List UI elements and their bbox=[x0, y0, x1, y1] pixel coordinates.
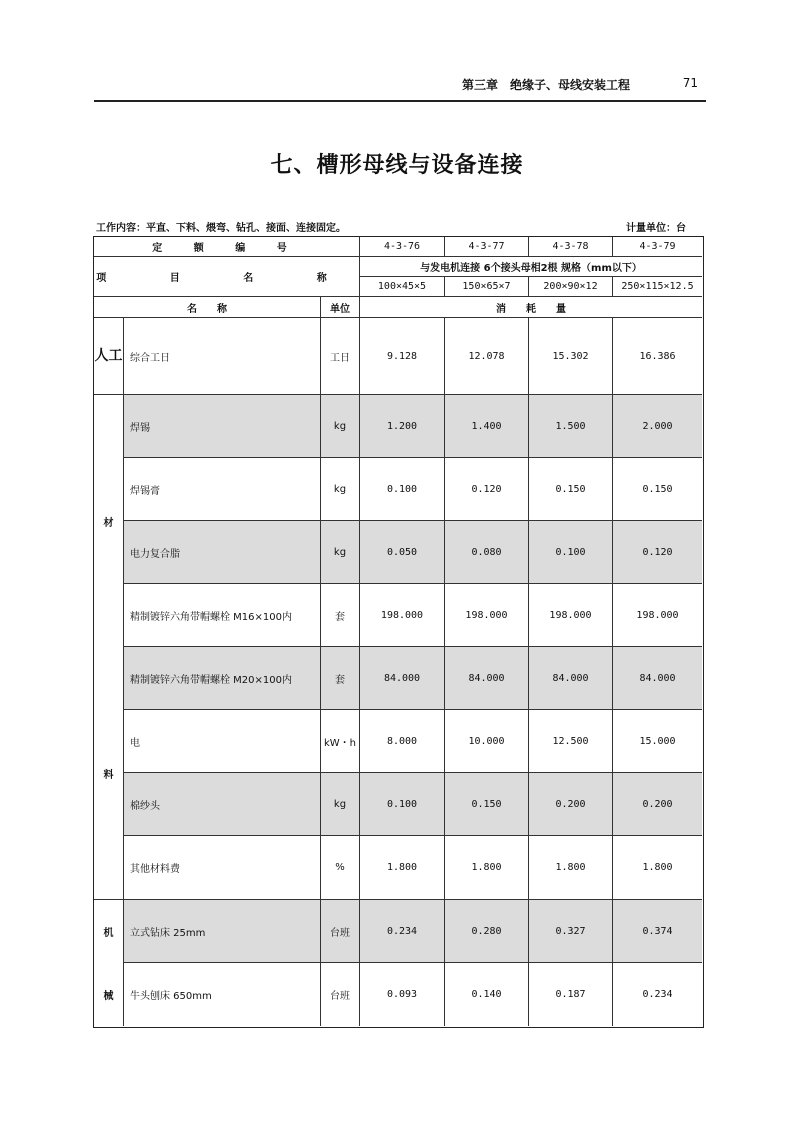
row-name: 其他材料费 bbox=[124, 836, 321, 900]
consumption-header: 消 耗 量 bbox=[360, 297, 702, 318]
row-value: 0.120 bbox=[445, 458, 529, 521]
group-machine-char-2: 械 bbox=[103, 991, 114, 1002]
row-unit: 套 bbox=[321, 584, 360, 647]
row-value: 0.140 bbox=[445, 963, 529, 1026]
code-cell: 4-3-78 bbox=[529, 237, 613, 257]
row-value: 0.100 bbox=[529, 521, 613, 584]
row-value: 1.800 bbox=[445, 836, 529, 900]
measurement-unit: 计量单位：台 bbox=[626, 223, 686, 234]
row-value: 198.000 bbox=[613, 584, 702, 647]
row-value: 0.093 bbox=[360, 963, 445, 1026]
item-name-label: 项 目 名 称 bbox=[94, 257, 360, 297]
row-value: 0.150 bbox=[613, 458, 702, 521]
row-value: 9.128 bbox=[360, 318, 445, 395]
row-name: 电力复合脂 bbox=[124, 521, 321, 584]
row-value: 0.100 bbox=[360, 458, 445, 521]
running-header bbox=[94, 74, 704, 94]
row-value: 16.386 bbox=[613, 318, 702, 395]
row-value: 15.302 bbox=[529, 318, 613, 395]
code-cell: 4-3-77 bbox=[445, 237, 529, 257]
row-value: 198.000 bbox=[360, 584, 445, 647]
quota-code-label: 定 额 编 号 bbox=[94, 237, 360, 257]
row-name: 棉纱头 bbox=[124, 773, 321, 836]
row-value: 1.400 bbox=[445, 395, 529, 458]
work-content: 工作内容：平直、下料、煨弯、钻孔、接面、连接固定。 bbox=[96, 223, 346, 234]
row-unit: kg bbox=[321, 458, 360, 521]
section-title: 七、槽形母线与设备连接 bbox=[270, 153, 524, 178]
row-value: 1.800 bbox=[613, 836, 702, 900]
row-value: 0.280 bbox=[445, 900, 529, 963]
row-value: 10.000 bbox=[445, 710, 529, 773]
row-value: 12.500 bbox=[529, 710, 613, 773]
row-name: 焊锡膏 bbox=[124, 458, 321, 521]
row-value: 84.000 bbox=[445, 647, 529, 710]
group-machine-char-1: 机 bbox=[103, 928, 114, 939]
group-material-char-1: 材 bbox=[103, 517, 114, 529]
row-value: 0.200 bbox=[613, 773, 702, 836]
row-value: 0.234 bbox=[360, 900, 445, 963]
row-value: 0.200 bbox=[529, 773, 613, 836]
chapter-title: 第三章 绝缘子、母线安装工程 bbox=[461, 78, 630, 92]
row-value: 0.327 bbox=[529, 900, 613, 963]
row-value: 84.000 bbox=[529, 647, 613, 710]
row-value: 0.120 bbox=[613, 521, 702, 584]
page-number: 71 bbox=[682, 76, 698, 90]
name-column-header: 名 称 bbox=[94, 297, 321, 318]
group-machine bbox=[94, 900, 124, 1026]
row-name: 精制镀锌六角带帽螺栓 M20×100内 bbox=[124, 647, 321, 710]
row-name: 焊锡 bbox=[124, 395, 321, 458]
row-value: 1.800 bbox=[529, 836, 613, 900]
row-value: 8.000 bbox=[360, 710, 445, 773]
row-value: 12.078 bbox=[445, 318, 529, 395]
code-cell: 4-3-76 bbox=[360, 237, 445, 257]
quota-table bbox=[93, 236, 704, 1028]
row-value: 0.374 bbox=[613, 900, 702, 963]
group-labor: 人工 bbox=[94, 318, 124, 395]
row-unit: 工日 bbox=[321, 318, 360, 395]
spec-header: 与发电机连接 6个接头母相2根 规格（mm以下） bbox=[360, 257, 702, 277]
row-value: 1.500 bbox=[529, 395, 613, 458]
row-unit: kg bbox=[321, 395, 360, 458]
spec-cell: 250×115×12.5 bbox=[613, 277, 702, 297]
row-name: 牛头刨床 650mm bbox=[124, 963, 321, 1026]
row-name: 综合工日 bbox=[124, 318, 321, 395]
row-unit: kg bbox=[321, 773, 360, 836]
header-rule bbox=[94, 100, 706, 102]
row-value: 2.000 bbox=[613, 395, 702, 458]
row-unit: % bbox=[321, 836, 360, 900]
row-value: 198.000 bbox=[529, 584, 613, 647]
row-unit: 套 bbox=[321, 647, 360, 710]
spec-cell: 200×90×12 bbox=[529, 277, 613, 297]
unit-column-header: 单位 bbox=[321, 297, 360, 318]
row-value: 15.000 bbox=[613, 710, 702, 773]
row-name: 电 bbox=[124, 710, 321, 773]
row-value: 0.187 bbox=[529, 963, 613, 1026]
row-name: 立式钻床 25mm bbox=[124, 900, 321, 963]
code-cell: 4-3-79 bbox=[613, 237, 702, 257]
row-unit: kg bbox=[321, 521, 360, 584]
row-value: 198.000 bbox=[445, 584, 529, 647]
row-value: 1.200 bbox=[360, 395, 445, 458]
row-unit: 台班 bbox=[321, 963, 360, 1026]
group-material bbox=[94, 395, 124, 900]
row-value: 0.150 bbox=[445, 773, 529, 836]
spec-cell: 100×45×5 bbox=[360, 277, 445, 297]
row-value: 1.800 bbox=[360, 836, 445, 900]
row-value: 84.000 bbox=[613, 647, 702, 710]
spec-cell: 150×65×7 bbox=[445, 277, 529, 297]
row-value: 84.000 bbox=[360, 647, 445, 710]
row-value: 0.050 bbox=[360, 521, 445, 584]
row-value: 0.150 bbox=[529, 458, 613, 521]
row-value: 0.100 bbox=[360, 773, 445, 836]
row-name: 精制镀锌六角带帽螺栓 M16×100内 bbox=[124, 584, 321, 647]
group-material-char-2: 料 bbox=[103, 769, 114, 781]
row-unit: kW・h bbox=[321, 710, 360, 773]
row-unit: 台班 bbox=[321, 900, 360, 963]
row-value: 0.234 bbox=[642, 989, 673, 1000]
row-value: 0.080 bbox=[445, 521, 529, 584]
